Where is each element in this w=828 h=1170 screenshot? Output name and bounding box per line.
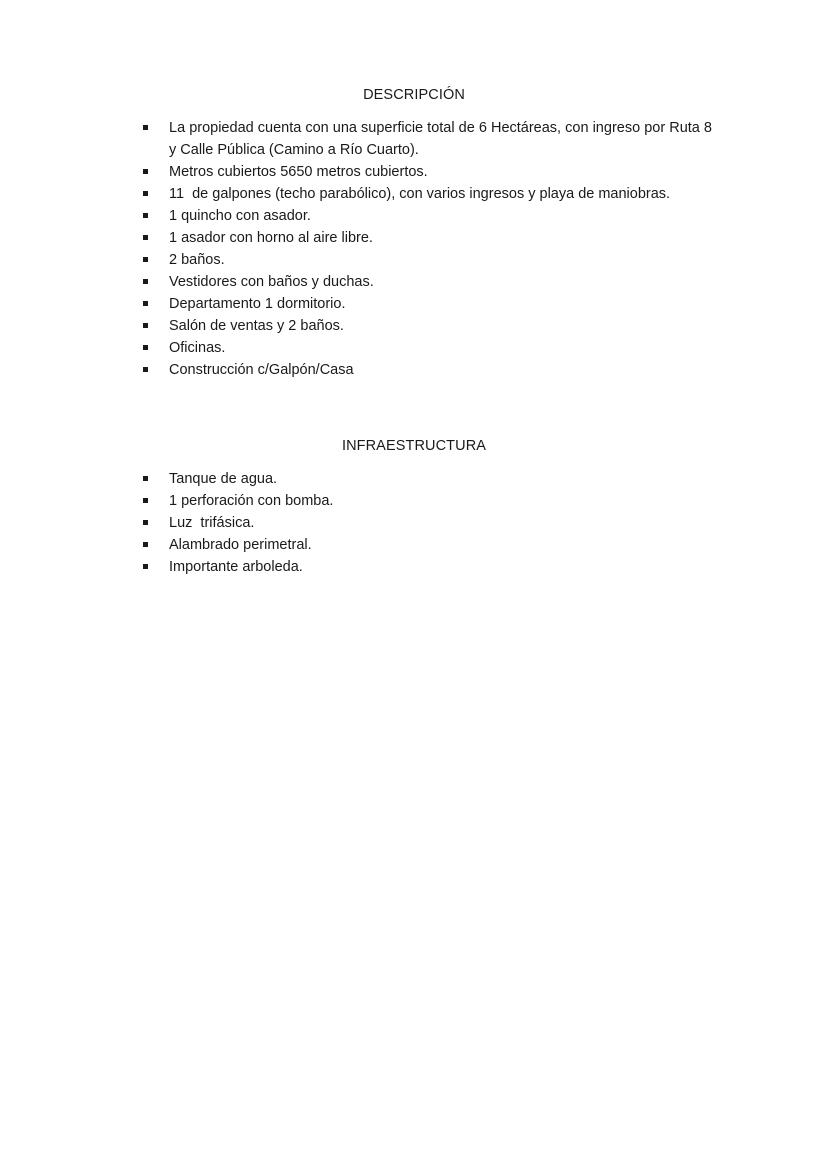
list-item: Luz trifásica. bbox=[140, 512, 712, 534]
square-bullet-icon bbox=[143, 498, 148, 503]
list-item: 2 baños. bbox=[140, 249, 712, 271]
square-bullet-icon bbox=[143, 542, 148, 547]
square-bullet-icon bbox=[143, 125, 148, 130]
list-item: Oficinas. bbox=[140, 337, 712, 359]
square-bullet-icon bbox=[143, 520, 148, 525]
list-item: 1 perforación con bomba. bbox=[140, 490, 712, 512]
square-bullet-icon bbox=[143, 279, 148, 284]
list-item: Vestidores con baños y duchas. bbox=[140, 271, 712, 293]
list-item: 11 de galpones (techo parabólico), con varios ingresos y playa de maniobras. bbox=[140, 183, 712, 205]
square-bullet-icon bbox=[143, 169, 148, 174]
list-item: Metros cubiertos 5650 metros cubiertos. bbox=[140, 161, 712, 183]
list-item: Departamento 1 dormitorio. bbox=[140, 293, 712, 315]
descripcion-list bbox=[140, 117, 712, 381]
list-item: Importante arboleda. bbox=[140, 556, 712, 578]
list-item: 1 asador con horno al aire libre. bbox=[140, 227, 712, 249]
infraestructura-list bbox=[140, 468, 712, 578]
square-bullet-icon bbox=[143, 191, 148, 196]
list-item: 1 quincho con asador. bbox=[140, 205, 712, 227]
square-bullet-icon bbox=[143, 367, 148, 372]
square-bullet-icon bbox=[143, 323, 148, 328]
list-item: Alambrado perimetral. bbox=[140, 534, 712, 556]
square-bullet-icon bbox=[143, 345, 148, 350]
section-title-infraestructura: INFRAESTRUCTURA bbox=[341, 438, 487, 454]
square-bullet-icon bbox=[143, 257, 148, 262]
square-bullet-icon bbox=[143, 301, 148, 306]
square-bullet-icon bbox=[143, 213, 148, 218]
list-item: Construcción c/Galpón/Casa bbox=[140, 359, 712, 381]
list-item: La propiedad cuenta con una superficie total de 6 Hectáreas, con ingreso por Ruta 8 y Calle Pública (Camino a Río Cuarto). bbox=[140, 117, 712, 161]
square-bullet-icon bbox=[143, 235, 148, 240]
list-item: Tanque de agua. bbox=[140, 468, 712, 490]
square-bullet-icon bbox=[143, 476, 148, 481]
section-title-descripcion: DESCRIPCIÓN bbox=[363, 87, 465, 103]
list-item: Salón de ventas y 2 baños. bbox=[140, 315, 712, 337]
square-bullet-icon bbox=[143, 564, 148, 569]
